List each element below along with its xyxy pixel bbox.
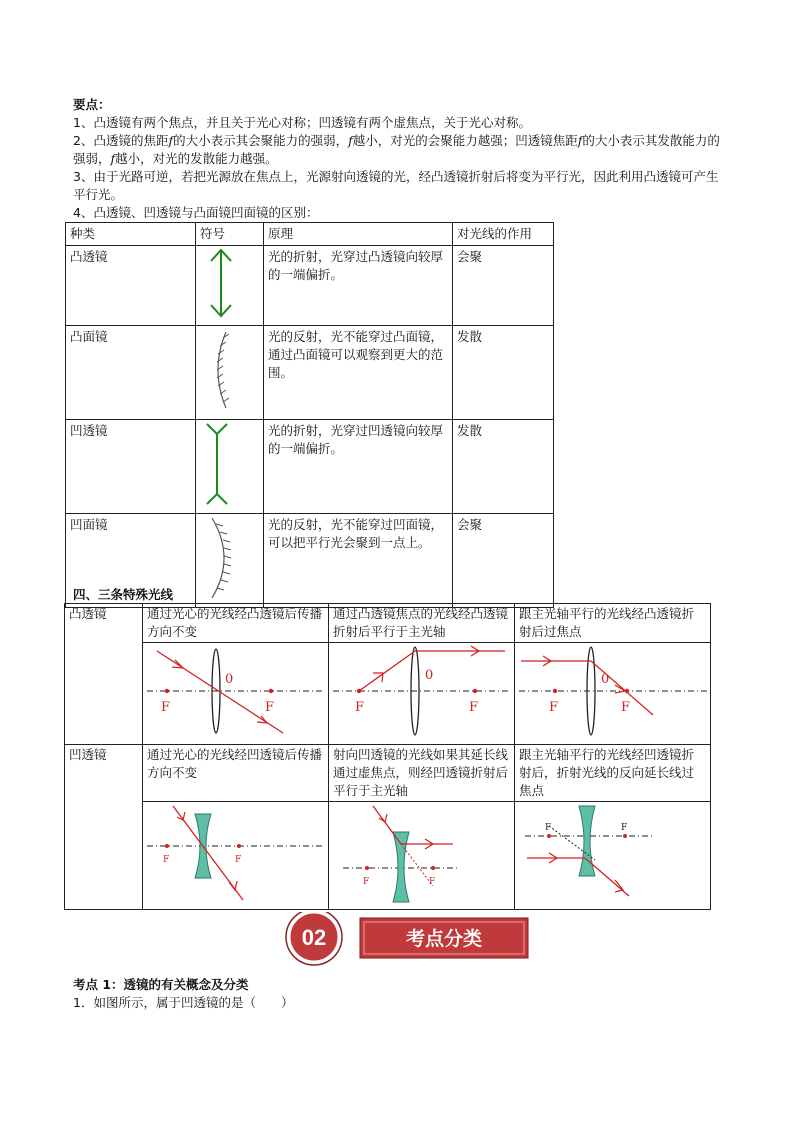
row-effect: 发散 <box>453 326 554 420</box>
center-label: 0 <box>225 672 234 687</box>
convex-center-ray-diagram <box>143 643 329 739</box>
figure-cell <box>143 643 329 745</box>
focus-label: F <box>621 700 631 715</box>
concave-parallel-ray-diagram <box>515 802 711 904</box>
focus-label: F <box>363 877 370 887</box>
focus-label: F <box>355 700 365 715</box>
note-4: 4、凸透镜、凹透镜与凸面镜凹面镜的区别： <box>73 205 319 220</box>
section-banner <box>284 912 534 968</box>
center-label: 0 <box>425 668 434 683</box>
banner-number: 02 <box>301 925 327 950</box>
section-1-title: 考点 1：透镜的有关概念及分类 <box>73 977 249 992</box>
focus-label: F <box>161 700 171 715</box>
concave-center-ray-diagram <box>143 802 329 904</box>
question-1: 1．如图所示，属于凹透镜的是（ ） <box>73 995 294 1010</box>
figure-cell <box>515 802 711 910</box>
concave-label: 凹透镜 <box>65 745 143 910</box>
row-symbol <box>196 514 264 608</box>
banner-title: 考点分类 <box>405 928 483 950</box>
row-symbol <box>196 246 264 326</box>
table-row <box>66 246 554 326</box>
note-3: 3、由于光路可逆，若把光源放在焦点上，光源射向透镜的光，经凸透镜折射后将变为平行光，因此利用凸透镜可产生平行光。 <box>73 169 719 202</box>
lens-mirror-table <box>65 222 554 608</box>
concave-case-2: 射向凹透镜的光线如果其延长线通过虚焦点，则经凹透镜折射后平行于主光轴 <box>329 745 515 802</box>
row-kind: 凹面镜 <box>66 514 196 608</box>
figure-cell <box>329 643 515 745</box>
row-principle: 光的反射，光不能穿过凹面镜，可以把平行光会聚到一点上。 <box>264 514 453 608</box>
figure-cell <box>143 802 329 910</box>
banner-graphic <box>284 912 534 968</box>
focus-label: F <box>545 823 552 833</box>
header-symbol: 符号 <box>196 223 264 246</box>
concave-lens-symbol-icon <box>196 420 264 508</box>
concave-case-3: 跟主光轴平行的光线经凹透镜折射后，折射光线的反向延长线过焦点 <box>515 745 711 802</box>
figure-cell <box>515 643 711 745</box>
table-row <box>65 745 711 802</box>
row-principle: 光的反射，光不能穿过凸面镜，通过凸面镜可以观察到更大的范围。 <box>264 326 453 420</box>
special-rays-table <box>64 603 711 910</box>
focus-label: F <box>621 823 628 833</box>
header-effect: 对光线的作用 <box>453 223 554 246</box>
convex-case-1: 通过光心的光线经凸透镜后传播方向不变 <box>143 604 329 643</box>
row-kind: 凹透镜 <box>66 420 196 514</box>
focus-label: F <box>163 855 170 865</box>
concave-focus-ray-diagram <box>329 802 515 904</box>
table-row <box>66 326 554 420</box>
row-symbol <box>196 420 264 514</box>
table-row <box>66 420 554 514</box>
concave-case-1: 通过光心的光线经凹透镜后传播方向不变 <box>143 745 329 802</box>
table-row <box>65 604 711 643</box>
row-principle: 光的折射，光穿过凸透镜向较厚的一端偏折。 <box>264 246 453 326</box>
row-effect: 会聚 <box>453 514 554 608</box>
concave-mirror-symbol-icon <box>196 514 264 602</box>
focus-label: F <box>549 700 559 715</box>
table-row <box>65 643 711 745</box>
row-kind: 凸面镜 <box>66 326 196 420</box>
convex-case-3: 跟主光轴平行的光线经凸透镜折射后过焦点 <box>515 604 711 643</box>
convex-parallel-ray-diagram <box>515 643 711 739</box>
row-kind: 凸透镜 <box>66 246 196 326</box>
convex-label: 凸透镜 <box>65 604 143 745</box>
convex-mirror-symbol-icon <box>196 326 264 414</box>
row-principle: 光的折射，光穿过凹透镜向较厚的一端偏折。 <box>264 420 453 514</box>
notes-section <box>70 96 723 608</box>
row-symbol <box>196 326 264 420</box>
row-effect: 会聚 <box>453 246 554 326</box>
center-label: 0 <box>601 672 610 687</box>
figure-cell <box>329 802 515 910</box>
convex-lens-symbol-icon <box>196 246 264 320</box>
convex-case-2: 通过凸透镜焦点的光线经凸透镜折射后平行于主光轴 <box>329 604 515 643</box>
focus-label: F <box>235 855 242 865</box>
notes-title: 要点： <box>73 97 111 112</box>
section-1 <box>73 976 723 1012</box>
row-effect: 发散 <box>453 420 554 514</box>
special-rays-title: 四、三条特殊光线 <box>73 587 174 602</box>
header-kind: 种类 <box>66 223 196 246</box>
header-principle: 原理 <box>264 223 453 246</box>
focus-label: F <box>469 700 479 715</box>
focus-label: F <box>265 700 275 715</box>
table-row <box>65 802 711 910</box>
note-1: 1、凸透镜有两个焦点，并且关于光心对称；凹透镜有两个虚焦点，关于光心对称。 <box>73 115 531 130</box>
focus-label: F <box>429 877 436 887</box>
convex-focus-ray-diagram <box>329 643 515 739</box>
note-2: 2、凸透镜的焦距f的大小表示其会聚能力的强弱，f越小，对光的会聚能力越强；凹透镜焦距f的大小表示其发散能力的强弱，f越小，对光的发散能力越强。 <box>73 133 720 166</box>
table-header-row <box>66 223 554 246</box>
